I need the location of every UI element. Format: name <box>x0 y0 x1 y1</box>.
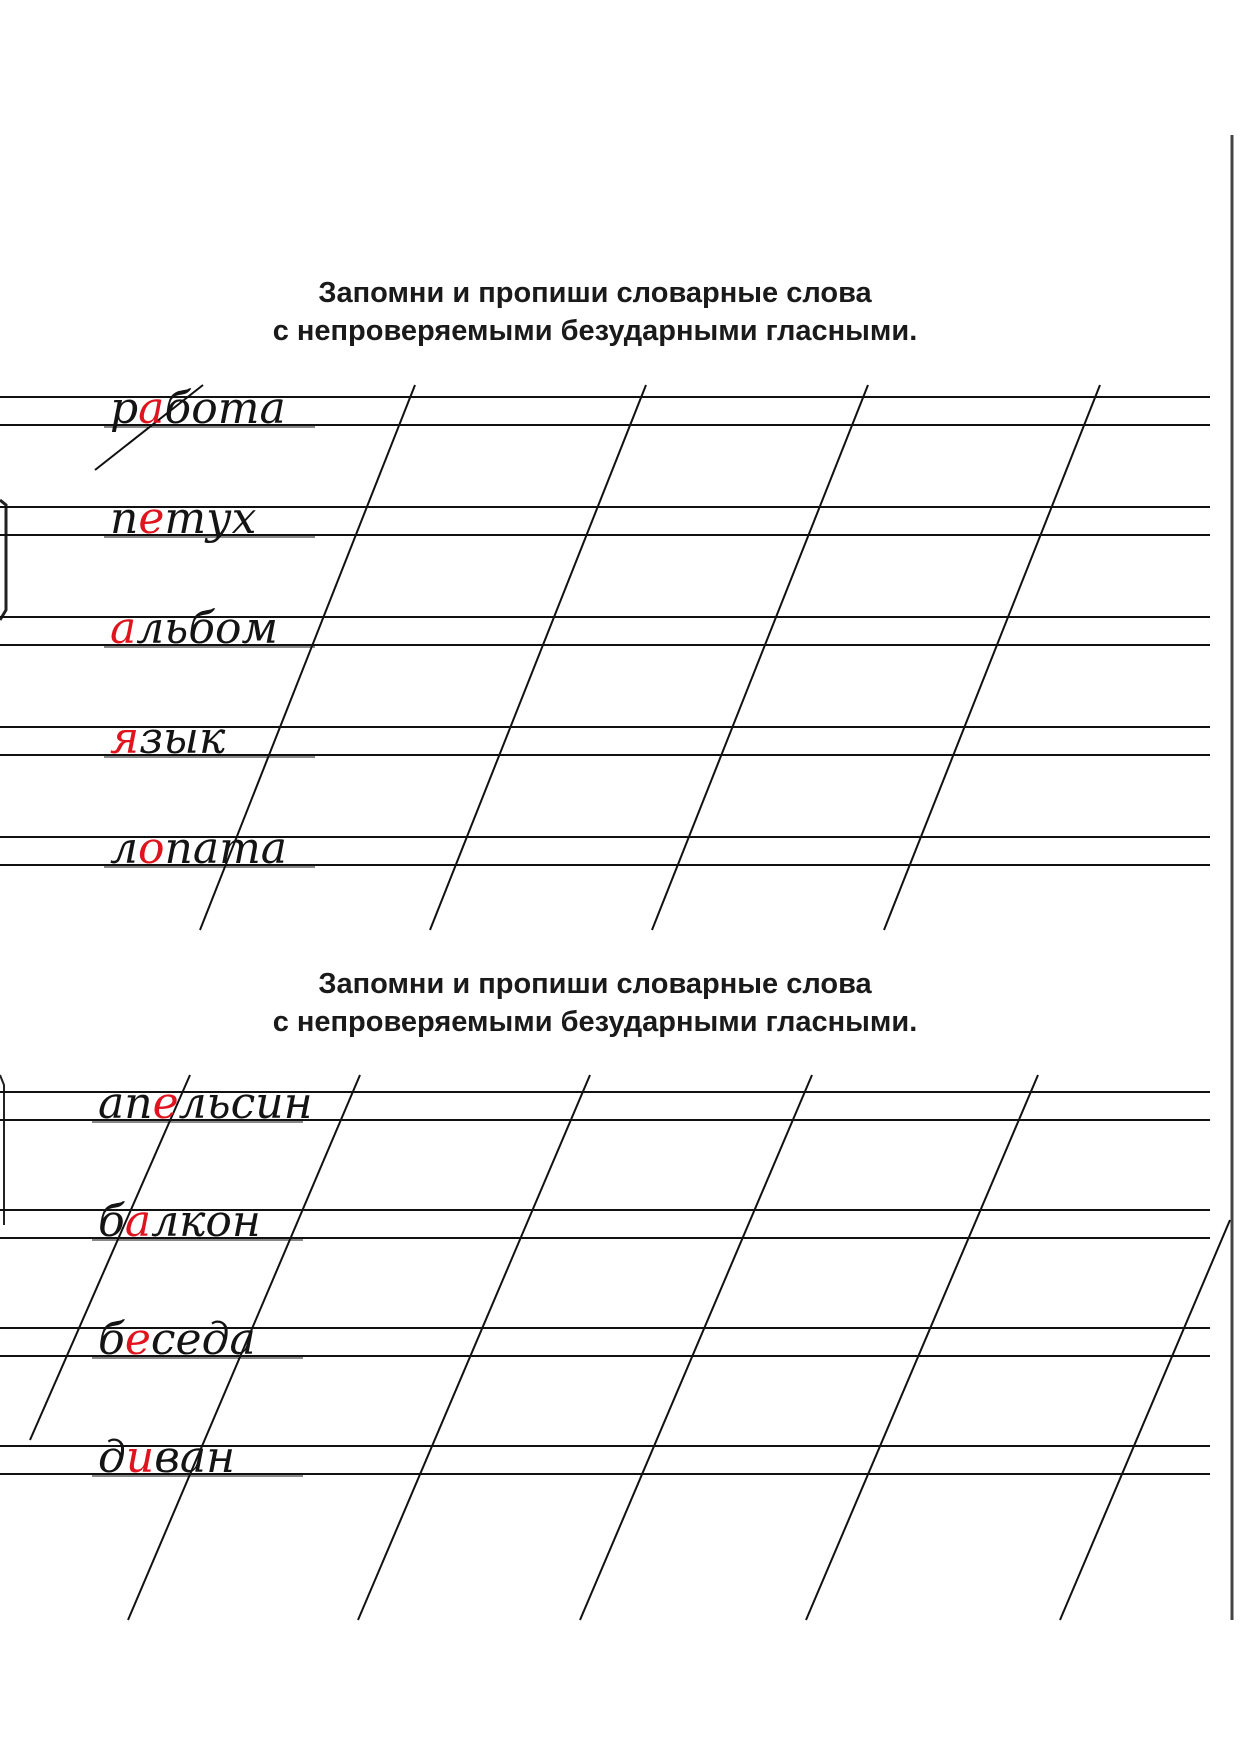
sample-word <box>98 1314 256 1365</box>
instruction-line-2: с непроверяемыми безударными гласными. <box>272 315 918 347</box>
word-letters: лкон <box>151 1196 261 1247</box>
sample-word <box>98 1078 313 1129</box>
slant-guide-line <box>30 1075 190 1440</box>
slant-guide-line <box>430 385 646 930</box>
word-letters: р <box>110 383 139 434</box>
word-letters: бота <box>164 383 286 434</box>
sample-word <box>110 713 226 764</box>
word-letters: седа <box>150 1314 256 1365</box>
instruction-line-2: с непроверяемыми безударными гласными. <box>272 1006 918 1038</box>
unstressed-vowel: е <box>124 1314 151 1365</box>
sample-word <box>98 1196 261 1247</box>
unstressed-vowel: е <box>138 493 165 544</box>
word-letters: зык <box>139 713 226 764</box>
binding-mark <box>0 500 6 620</box>
word-letters: ван <box>154 1432 236 1483</box>
unstressed-vowel: а <box>138 383 165 434</box>
instruction-line-1: Запомни и пропиши словарные слова <box>318 968 872 1000</box>
instruction-line-1: Запомни и пропиши словарные слова <box>318 277 872 309</box>
word-letters: пата <box>164 823 288 874</box>
unstressed-vowel: о <box>138 823 165 874</box>
unstressed-vowel: а <box>110 603 137 654</box>
slant-guide-line <box>652 385 868 930</box>
unstressed-vowel: я <box>110 713 140 764</box>
slant-guide-line <box>580 1075 812 1620</box>
slant-guide-line <box>1060 1220 1230 1620</box>
slant-guide-line <box>806 1075 1038 1620</box>
word-letters: ап <box>98 1078 153 1129</box>
word-letters: д <box>98 1432 126 1483</box>
writing-block-2 <box>0 1075 1230 1620</box>
word-letters: б <box>98 1196 125 1247</box>
slant-guide-line <box>884 385 1100 930</box>
word-letters: б <box>98 1314 125 1365</box>
writing-block-1 <box>0 383 1210 930</box>
unstressed-vowel: и <box>125 1432 155 1483</box>
sample-word <box>110 823 287 874</box>
unstressed-vowel: а <box>124 1196 152 1247</box>
sample-word <box>110 493 257 544</box>
word-letters: л <box>110 823 139 874</box>
word-letters: п <box>110 493 139 544</box>
word-letters: льбом <box>136 603 279 654</box>
unstressed-vowel: е <box>152 1078 179 1129</box>
word-letters: льсин <box>178 1078 313 1129</box>
word-letters: тух <box>164 493 257 544</box>
sample-word <box>98 1432 235 1483</box>
sample-word <box>110 603 278 654</box>
sample-word <box>110 383 286 434</box>
binding-mark <box>0 1075 4 1225</box>
slant-guide-line <box>358 1075 590 1620</box>
